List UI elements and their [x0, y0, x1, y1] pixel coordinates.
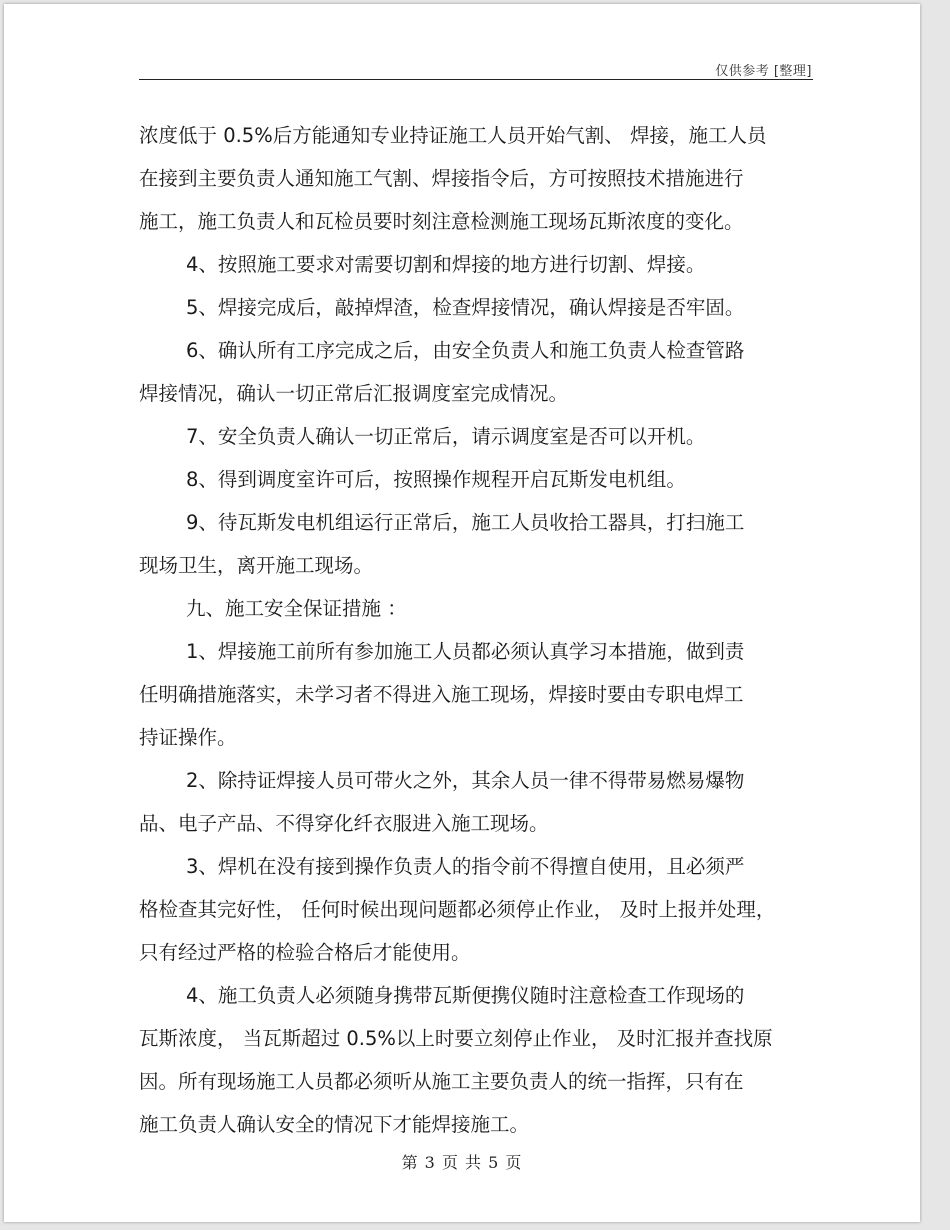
text-line: 6、确认所有工序完成之后，由安全负责人和施工负责人检查管路 [186, 339, 745, 362]
text-line: 7、安全负责人确认一切正常后，请示调度室是否可以开机。 [186, 425, 706, 448]
text-line: 任明确措施落实，未学习者不得进入施工现场，焊接时要由专职电焊工 [139, 683, 744, 706]
text-line: 4、按照施工要求对需要切割和焊接的地方进行切割、焊接。 [186, 253, 706, 276]
header-divider [139, 79, 813, 80]
document-body [139, 114, 819, 1146]
text-line: 格检查其完好性， 任何时候出现问题都必须停止作业， 及时上报并处理， [139, 898, 776, 921]
text-line: 3、焊机在没有接到操作负责人的指令前不得擅自使用，且必须严 [186, 855, 745, 878]
text-line: 只有经过严格的检验合格后才能使用。 [139, 941, 471, 964]
text-line: 5、焊接完成后，敲掉焊渣，检查焊接情况，确认焊接是否牢固。 [186, 296, 745, 319]
text-line: 浓度低于 0.5%后方能通知专业持证施工人员开始气割、 焊接，施工人员 [139, 124, 767, 147]
text-line: 4、施工负责人必须随身携带瓦斯便携仪随时注意检查工作现场的 [186, 984, 745, 1007]
document-page [4, 4, 920, 1222]
text-line: 施工，施工负责人和瓦检员要时刻注意检测施工现场瓦斯浓度的变化。 [139, 210, 744, 233]
text-line: 在接到主要负责人通知施工气割、焊接指令后，方可按照技术措施进行 [139, 167, 744, 190]
text-line: 8、得到调度室许可后，按照操作规程开启瓦斯发电机组。 [186, 468, 686, 491]
text-line: 因。所有现场施工人员都必须听从施工主要负责人的统一指挥，只有在 [139, 1070, 744, 1093]
text-line: 品、电子产品、不得穿化纤衣服进入施工现场。 [139, 812, 549, 835]
text-line: 1、焊接施工前所有参加施工人员都必须认真学习本措施，做到责 [186, 640, 745, 663]
page-number: 第 3 页 共 5 页 [401, 1153, 523, 1172]
text-line: 9、待瓦斯发电机组运行正常后，施工人员收拾工器具，打扫施工 [186, 511, 745, 534]
text-line: 瓦斯浓度， 当瓦斯超过 0.5%以上时要立刻停止作业， 及时汇报并查找原 [139, 1027, 773, 1050]
text-line: 施工负责人确认安全的情况下才能焊接施工。 [139, 1113, 530, 1136]
text-line: 焊接情况，确认一切正常后汇报调度室完成情况。 [139, 382, 569, 405]
text-line: 九、施工安全保证措施 ： [186, 597, 407, 620]
text-line: 持证操作。 [139, 726, 237, 749]
header-note: 仅供参考 [整理] [715, 64, 812, 79]
text-line: 现场卫生，离开施工现场。 [139, 554, 374, 577]
text-line: 2、除持证焊接人员可带火之外，其余人员一律不得带易燃易爆物 [186, 769, 745, 792]
